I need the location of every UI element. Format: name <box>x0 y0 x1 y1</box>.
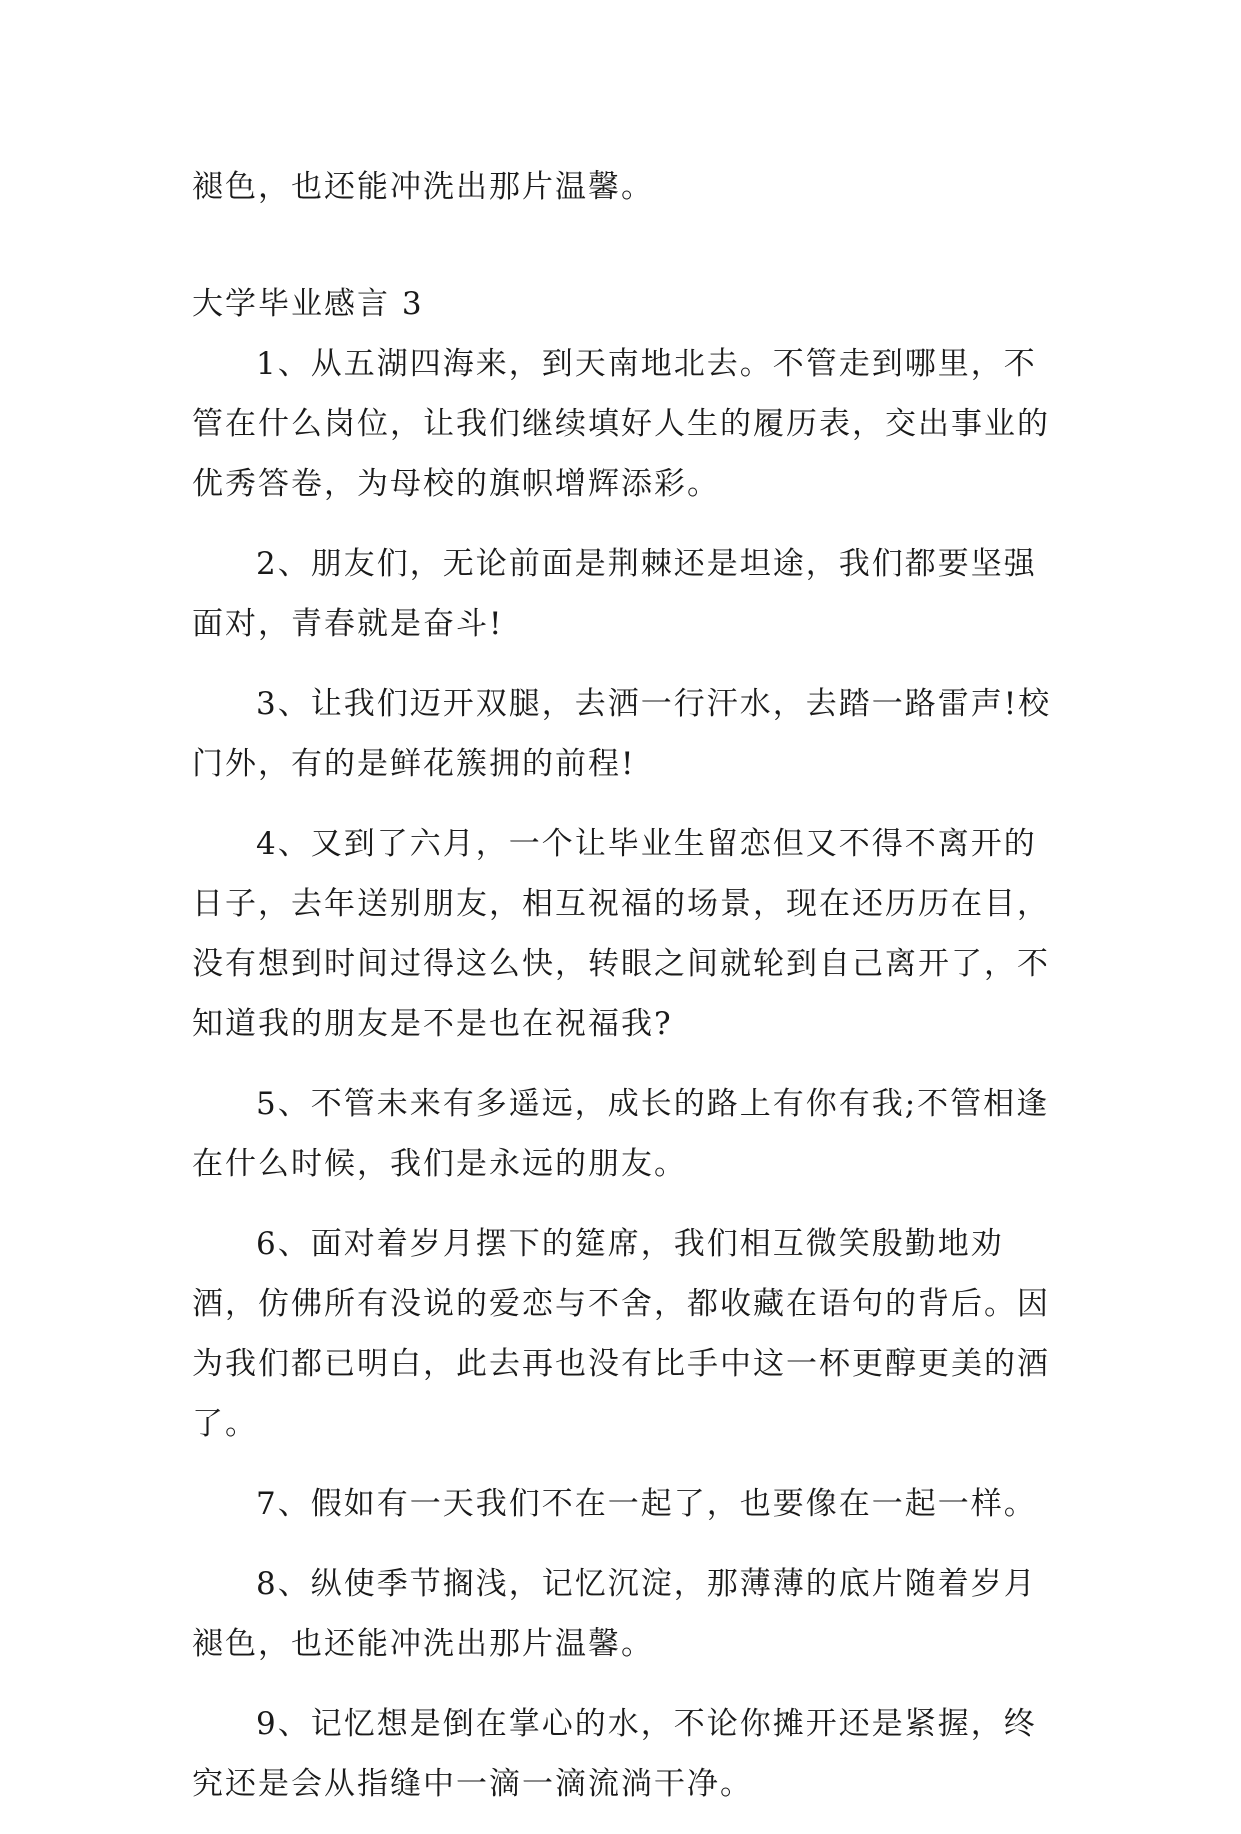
paragraph-7: 7、假如有一天我们不在一起了，也要像在一起一样。 <box>256 1486 1037 1522</box>
section-title: 大学毕业感言 3 <box>192 286 424 322</box>
paragraph-8: 8、纵使季节搁浅，记忆沉淀，那薄薄的底片随着岁月褪色，也还能冲洗出那片温馨。 <box>192 1566 1037 1662</box>
paragraph-5: 5、不管未来有多遥远，成长的路上有你有我;不管相逢在什么时候，我们是永远的朋友。 <box>192 1086 1050 1182</box>
paragraph-list <box>192 334 1062 1834</box>
paragraph-6: 6、面对着岁月摆下的筵席，我们相互微笑殷勤地劝酒，仿佛所有没说的爱恋与不舍，都收藏在语句的背后。因为我们都已明白，此去再也没有比手中这一杯更醇更美的酒了。 <box>192 1226 1050 1442</box>
paragraph-9: 9、记忆想是倒在掌心的水，不论你摊开还是紧握，终究还是会从指缝中一滴一滴流淌干净。 <box>192 1706 1037 1802</box>
continuation-paragraph: 褪色，也还能冲洗出那片温馨。 <box>192 169 654 205</box>
paragraph-1: 1、从五湖四海来，到天南地北去。不管走到哪里，不管在什么岗位，让我们继续填好人生的履历表，交出事业的优秀答卷，为母校的旗帜增辉添彩。 <box>192 346 1050 502</box>
paragraph-2: 2、朋友们，无论前面是荆棘还是坦途，我们都要坚强面对，青春就是奋斗! <box>192 546 1037 642</box>
paragraph-3: 3、让我们迈开双腿，去洒一行汗水，去踏一路雷声!校门外，有的是鲜花簇拥的前程! <box>192 686 1052 782</box>
paragraph-4: 4、又到了六月，一个让毕业生留恋但又不得不离开的日子，去年送别朋友，相互祝福的场景，现在还历历在目，没有想到时间过得这么快，转眼之间就轮到自己离开了，不知道我的朋友是不是也在祝福我? <box>192 826 1050 1042</box>
